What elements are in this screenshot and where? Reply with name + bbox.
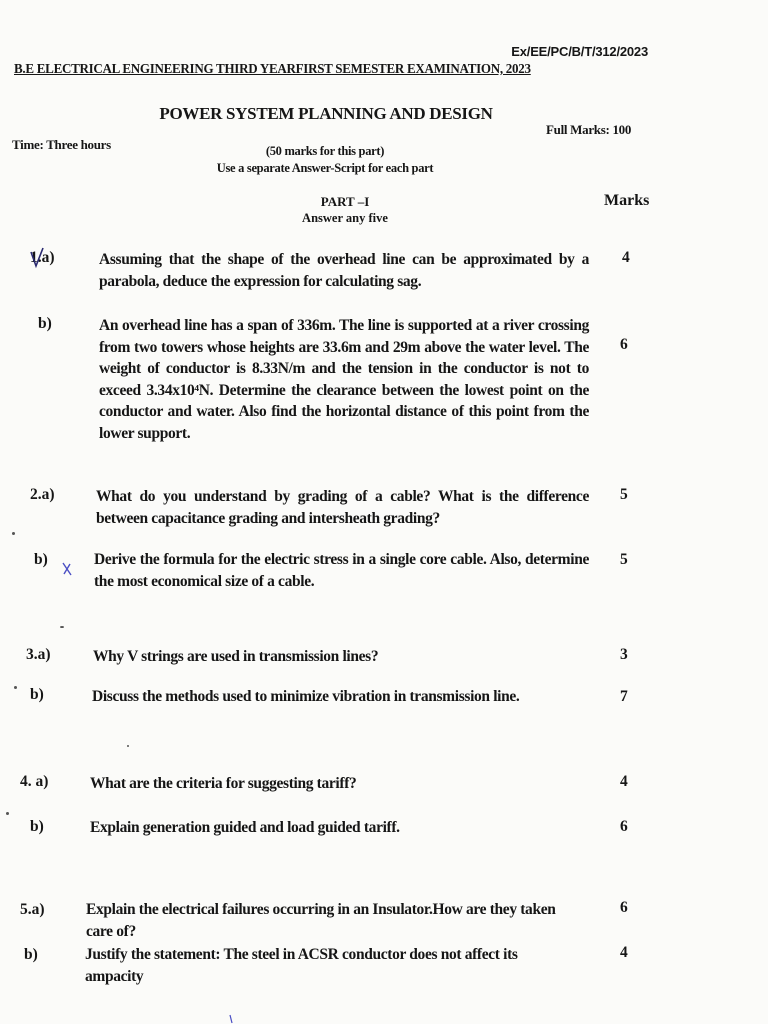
question-text: Justify the statement: The steel in ACSR conductor does not affect its ampacity	[85, 946, 518, 985]
question-marks: 5	[620, 551, 628, 568]
pen-tick-mark-icon	[28, 246, 46, 270]
question-number: b)	[34, 551, 48, 568]
scan-speck	[60, 626, 64, 628]
exam-title: B.E ELECTRICAL ENGINEERING THIRD YEARFIRST SEMESTER EXAMINATION, 2023	[14, 62, 531, 77]
marks-for-part: (50 marks for this part)	[265, 144, 385, 158]
question-text: Explain generation guided and load guided tariff.	[90, 819, 400, 836]
subject-title: POWER SYSTEM PLANNING AND DESIGN	[159, 104, 493, 123]
question-number: 4. a)	[20, 773, 49, 790]
answer-instruction: Answer any five	[302, 211, 388, 225]
question-marks: 3	[620, 646, 628, 663]
instruction: Use a separate Answer-Script for each part	[216, 161, 434, 175]
part-heading: PART –I	[320, 194, 370, 209]
question-marks: 6	[620, 336, 628, 353]
pen-stroke-icon	[228, 1014, 236, 1024]
question-text: What are the criteria for suggesting tariff?	[90, 775, 357, 792]
question-number: b)	[30, 686, 44, 703]
question-number: 5.a)	[20, 901, 45, 918]
scan-speck	[12, 532, 15, 535]
question-number: 3.a)	[26, 646, 51, 663]
question-number: 2.a)	[30, 486, 55, 503]
marks-column-heading: Marks	[604, 192, 650, 209]
question-marks: 4	[620, 944, 628, 961]
question-marks: 4	[620, 773, 628, 790]
question-marks: 7	[620, 688, 628, 705]
question-text: What do you understand by grading of a cable? What is the difference between capacitance grading and intersheath grading?	[96, 488, 589, 527]
question-text: Why V strings are used in transmission lines?	[93, 648, 379, 665]
question-marks: 5	[620, 486, 628, 503]
question-number: 1.a)	[30, 249, 55, 266]
scan-speck	[6, 812, 9, 815]
question-marks: 4	[622, 249, 630, 266]
question-text: Explain the electrical failures occurring in an Insulator.How are they taken care of?	[86, 901, 556, 940]
question-number: b)	[30, 818, 44, 835]
question-marks: 6	[620, 899, 628, 916]
pen-cross-mark-icon	[60, 560, 74, 578]
question-text: An overhead line has a span of 336m. The line is supported at a river crossing from two towers whose heights are 33.6m and 29m above the water level. The weight of conductor is 8.33N/m and the tension in the conductor is not to exceed 3.34x10⁴N. Determine the clearance between the lowest point on the conductor and water. Also find the horizontal distance of this point from the lower support.	[99, 317, 589, 442]
time-allowed: Time: Three hours	[12, 137, 111, 152]
full-marks: Full Marks: 100	[546, 122, 632, 137]
question-number: b)	[24, 946, 38, 963]
scan-speck	[127, 745, 129, 747]
question-marks: 6	[620, 818, 628, 835]
paper-code: Ex/EE/PC/B/T/312/2023	[511, 44, 648, 59]
question-text: Derive the formula for the electric stress in a single core cable. Also, determine the most economical size of a cable.	[94, 551, 589, 590]
scan-speck	[14, 686, 17, 689]
question-number: b)	[38, 315, 52, 332]
question-text: Assuming that the shape of the overhead line can be approximated by a parabola, deduce the expression for calculating sag.	[99, 251, 589, 290]
question-text: Discuss the methods used to minimize vibration in transmission line.	[92, 688, 520, 705]
